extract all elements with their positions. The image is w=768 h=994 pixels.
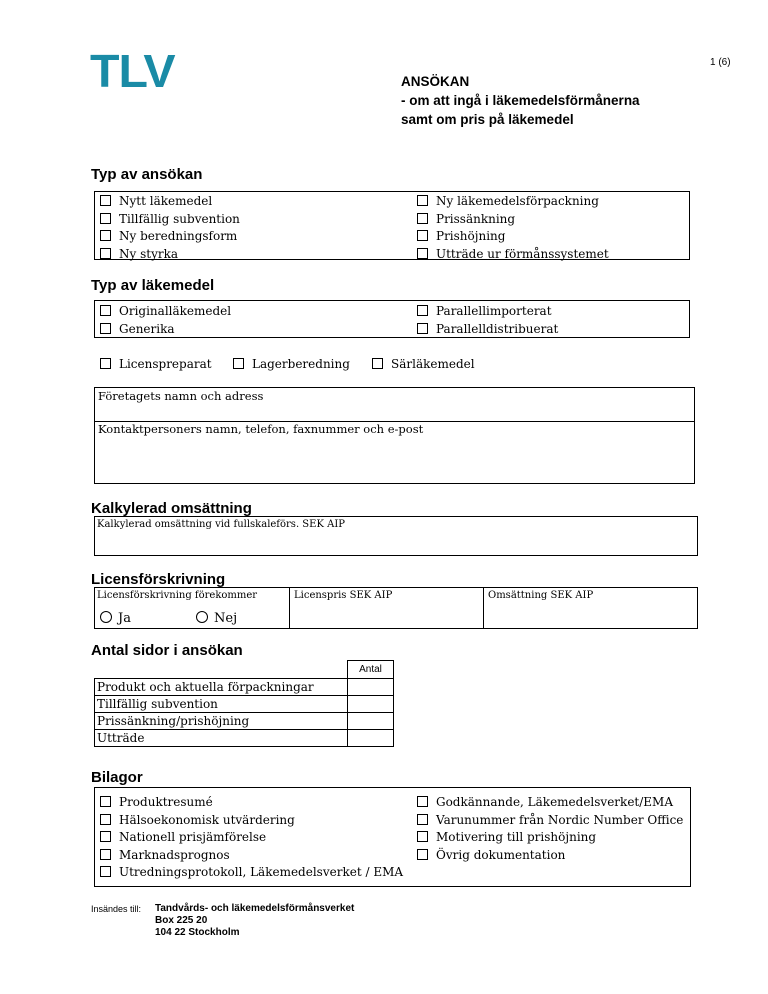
title-line: samt om pris på läkemedel (401, 112, 574, 127)
table-row (95, 730, 394, 747)
checkbox[interactable] (417, 213, 428, 224)
page-number: 1 (6) (710, 57, 731, 68)
antal-row-label: Utträde (95, 730, 348, 747)
document-title (401, 72, 640, 129)
heading-kalkylerad: Kalkylerad omsättning (91, 500, 252, 517)
bilagor-right (417, 794, 683, 864)
title-line: - om att ingå i läkemedelsförmånerna (401, 93, 640, 108)
checkbox-row[interactable]: Övrig dokumentation (417, 847, 683, 865)
checkbox[interactable] (417, 814, 428, 825)
title-line: ANSÖKAN (401, 74, 470, 89)
antal-row-label: Produkt och aktuella förpackningar (95, 679, 348, 696)
table-row (95, 696, 394, 713)
checkbox-row[interactable]: Prishöjning (417, 228, 609, 246)
table-row (95, 661, 394, 679)
table-row (95, 713, 394, 730)
bilagor-left (100, 794, 403, 882)
checkbox[interactable] (100, 831, 111, 842)
radio-ja[interactable]: Ja (100, 610, 131, 628)
checkbox[interactable] (417, 305, 428, 316)
checkbox-row[interactable]: Parallellimporterat (417, 303, 558, 321)
antal-value-field[interactable] (348, 713, 394, 730)
checkbox-row[interactable]: Motivering till prishöjning (417, 829, 683, 847)
footer-address (155, 903, 354, 939)
heading-typ-av-lakemedel: Typ av läkemedel (91, 277, 215, 294)
checkbox[interactable] (100, 814, 111, 825)
checkbox-row[interactable]: Ny styrka (100, 246, 240, 264)
checkbox-row[interactable]: Nationell prisjämförelse (100, 829, 403, 847)
radio-button[interactable] (196, 611, 208, 623)
contact-label: Kontaktpersoners namn, telefon, faxnummer och e-post (98, 422, 424, 436)
checkbox[interactable] (100, 358, 111, 369)
licens-col3-label: Omsättning SEK AIP (488, 590, 594, 601)
checkbox-row[interactable]: Utträde ur förmånssystemet (417, 246, 609, 264)
checkbox-row[interactable]: Tillfällig subvention (100, 211, 240, 229)
checkbox[interactable] (417, 230, 428, 241)
checkbox-row[interactable]: Marknadsprognos (100, 847, 403, 865)
foretag-name-label: Företagets namn och adress (98, 389, 264, 403)
checkbox-row[interactable]: Hälsoekonomisk utvärdering (100, 812, 403, 830)
heading-typ-av-ansokan: Typ av ansökan (91, 166, 203, 183)
checkbox-row[interactable]: Originalläkemedel (100, 303, 231, 321)
antal-row-label: Tillfällig subvention (95, 696, 348, 713)
typ-av-ansokan-right (417, 193, 609, 263)
licens-col2-field[interactable] (290, 603, 482, 627)
licens-col1-label: Licensförskrivning förekommer (97, 590, 258, 601)
footer-line: Box 225 20 (155, 915, 208, 926)
radio-button[interactable] (100, 611, 112, 623)
checkbox[interactable] (100, 230, 111, 241)
kalkylerad-label: Kalkylerad omsättning vid fullskaleförs. SEK AIP (97, 519, 345, 530)
checkbox-row[interactable]: Varunummer från Nordic Number Office (417, 812, 683, 830)
checkbox[interactable] (417, 796, 428, 807)
checkbox[interactable] (417, 849, 428, 860)
checkbox[interactable] (100, 866, 111, 877)
checkbox[interactable] (417, 195, 428, 206)
checkbox[interactable] (233, 358, 244, 369)
footer-line: Tandvårds- och läkemedelsförmånsverket (155, 903, 355, 914)
antal-sidor-table (94, 660, 394, 747)
heading-antal-sidor: Antal sidor i ansökan (91, 642, 243, 659)
antal-value-field[interactable] (348, 730, 394, 747)
typ-av-lakemedel-right (417, 303, 558, 338)
checkbox-licenspreparat[interactable]: Licenspreparat (100, 356, 212, 374)
checkbox-lagerberedning[interactable]: Lagerberedning (233, 356, 350, 374)
checkbox[interactable] (100, 796, 111, 807)
heading-bilagor: Bilagor (91, 769, 143, 786)
checkbox-row[interactable]: Utredningsprotokoll, Läkemedelsverket / EMA (100, 864, 403, 882)
heading-licens: Licensförskrivning (91, 571, 226, 588)
table-row (95, 679, 394, 696)
checkbox[interactable] (417, 248, 428, 259)
footer-line: 104 22 Stockholm (155, 927, 240, 938)
checkbox[interactable] (372, 358, 383, 369)
checkbox[interactable] (100, 323, 111, 334)
checkbox-row[interactable]: Parallelldistribuerat (417, 321, 558, 339)
checkbox[interactable] (100, 213, 111, 224)
checkbox[interactable] (417, 831, 428, 842)
tlv-logo: TLV (90, 45, 175, 97)
checkbox-row[interactable]: Nytt läkemedel (100, 193, 240, 211)
checkbox[interactable] (100, 195, 111, 206)
checkbox-sarlakemedel[interactable]: Särläkemedel (372, 356, 475, 374)
antal-value-field[interactable] (348, 679, 394, 696)
checkbox-row[interactable]: Ny läkemedelsförpackning (417, 193, 609, 211)
antal-row-label: Prissänkning/prishöjning (95, 713, 348, 730)
checkbox[interactable] (100, 248, 111, 259)
typ-av-ansokan-left (100, 193, 240, 263)
licens-col2-label: Licenspris SEK AIP (294, 590, 393, 601)
checkbox[interactable] (100, 305, 111, 316)
checkbox-row[interactable]: Ny beredningsform (100, 228, 240, 246)
licens-col3-field[interactable] (484, 603, 696, 627)
typ-av-lakemedel-left (100, 303, 231, 338)
antal-value-field[interactable] (348, 696, 394, 713)
checkbox[interactable] (100, 849, 111, 860)
checkbox-row[interactable]: Produktresumé (100, 794, 403, 812)
checkbox-row[interactable]: Godkännande, Läkemedelsverket/EMA (417, 794, 683, 812)
footer-label: Insändes till: (91, 904, 142, 914)
radio-nej[interactable]: Nej (196, 610, 237, 628)
checkbox-row[interactable]: Generika (100, 321, 231, 339)
antal-header: Antal (348, 661, 394, 679)
checkbox[interactable] (417, 323, 428, 334)
checkbox-row[interactable]: Prissänkning (417, 211, 609, 229)
